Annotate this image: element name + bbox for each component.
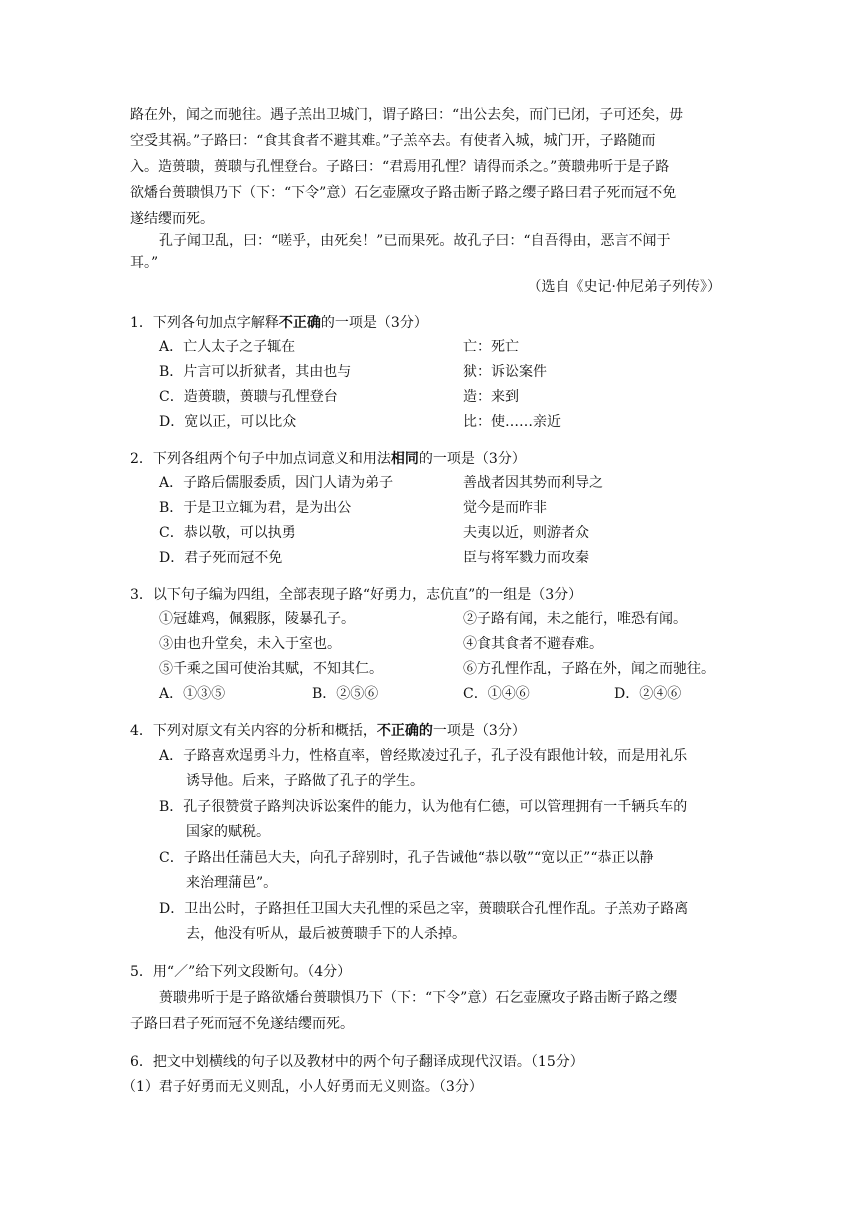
passage-line: 入。造蒉聩，蒉聩与孔悝登台。子路曰：“君焉用孔悝？请得而杀之。”蒉聩弗听于是子路 xyxy=(130,159,670,175)
option-d: D．宽以正，可以比众 xyxy=(159,414,297,430)
statement: ③由也升堂矣，未入于室也。 xyxy=(159,636,341,652)
option-c: C．子路出任蒲邑大夫，向孔子辞别时，孔子告诫他“恭以敬”“宽以正”“恭正以静 xyxy=(159,850,654,866)
question-6-stem: 6．把文中划横线的句子以及教材中的两个句子翻译成现代汉语。（15分） xyxy=(130,1054,584,1070)
choice-a: A．①③⑤ xyxy=(159,686,226,702)
stem-text: 2．下列各组两个句子中加点词意义和用法 xyxy=(130,451,391,467)
option-a-pair: 善战者因其势而利导之 xyxy=(463,475,603,491)
option-b-gloss: 狱：诉讼案件 xyxy=(463,364,547,380)
passage-line: 孔子闻卫乱，曰：“嗟乎，由死矣！”已而果死。故孔子曰：“自吾得由，恶言不闻于 xyxy=(159,233,671,249)
option-b-cont: 国家的赋税。 xyxy=(186,824,270,840)
choice-c: C．①④⑥ xyxy=(463,686,530,702)
option-b: B．于是卫立辄为君，是为出公 xyxy=(159,500,352,516)
statement: ②子路有闻，未之能行，唯恐有闻。 xyxy=(463,611,687,627)
option-a: A．子路后儒服委质，因门人请为弟子 xyxy=(159,475,394,491)
stem-text: 的一项是（3分） xyxy=(418,451,526,467)
option-a: A．子路喜欢逞勇斗力，性格直率，曾经欺凌过孔子，孔子没有跟他计较，而是用礼乐 xyxy=(159,748,688,764)
stem-emphasis: 相同 xyxy=(390,451,419,467)
option-c: C．造蒉聩，蒉聩与孔悝登台 xyxy=(159,389,338,405)
stem-emphasis: 不正确 xyxy=(278,315,321,331)
option-b-pair: 觉今是而昨非 xyxy=(463,500,547,516)
question-3-stem: 3．以下句子编为四组，全部表现子路“好勇力，志伉直”的一组是（3分） xyxy=(130,587,583,603)
question-5-stem: 5．用“／”给下列文段断句。（4分） xyxy=(130,964,352,980)
option-d-pair: 臣与将军戮力而攻秦 xyxy=(463,550,589,566)
passage-line: 欲燔台蒉聩惧乃下（下：“下令”意）石乞壶黡攻子路击断子路之缨子路曰君子死而冠不免 xyxy=(130,185,677,201)
option-b: B．孔子很赞赏子路判决诉讼案件的能力，认为他有仁德，可以管理拥有一千辆兵车的 xyxy=(159,799,688,815)
stem-text: 1．下列各句加点字解释 xyxy=(130,315,279,331)
stem-text: 一项是（3分） xyxy=(432,723,526,739)
question-4-stem xyxy=(130,721,526,741)
option-c: C．恭以敬，可以执勇 xyxy=(159,525,296,541)
passage-source: （选自《史记·仲尼弟子列传》） xyxy=(527,279,721,295)
passage-line: 空受其祸。”子路曰：“食其食者不避其难。”子羔卒去。有使者入城，城门开，子路随而 xyxy=(130,133,656,149)
option-d-gloss: 比：使……亲近 xyxy=(463,414,561,430)
option-d: D．君子死而冠不免 xyxy=(159,550,283,566)
question-5-text: 蒉聩弗听于是子路欲燔台蒉聩惧乃下（下：“下令”意）石乞壶黡攻子路击断子路之缨 xyxy=(159,990,678,1006)
stem-emphasis: 不正确的 xyxy=(376,723,433,739)
option-c-gloss: 造：来到 xyxy=(463,389,519,405)
stem-text: 的一项是（3分） xyxy=(320,315,428,331)
statement: ⑤千乘之国可使治其赋，不知其仁。 xyxy=(159,661,383,677)
option-d: D．卫出公时，子路担任卫国大夫孔悝的采邑之宰，蒉聩联合孔悝作乱。子羔劝子路离 xyxy=(159,901,689,917)
option-a-gloss: 亡：死亡 xyxy=(463,339,519,355)
statement: ①冠雄鸡，佩豭豚，陵暴孔子。 xyxy=(159,611,355,627)
statement: ④食其食者不避春难。 xyxy=(463,636,603,652)
option-d-cont: 去，他没有听从，最后被蒉聩手下的人杀掉。 xyxy=(186,926,466,942)
question-5-text: 子路曰君子死而冠不免遂结缨而死。 xyxy=(130,1016,354,1032)
question-2-stem xyxy=(130,449,526,469)
option-a-cont: 诱导他。后来，子路做了孔子的学生。 xyxy=(186,773,424,789)
passage-line: 耳。” xyxy=(130,255,159,271)
choice-d: D．②④⑥ xyxy=(614,686,682,702)
stem-text: 4．下列对原文有关内容的分析和概括， xyxy=(130,723,377,739)
passage-line: 遂结缨而死。 xyxy=(130,211,214,227)
choice-b: B．②⑤⑥ xyxy=(312,686,379,702)
question-6-sub-1: （1）君子好勇而无义则乱，小人好勇而无义则盗。（3分） xyxy=(122,1079,483,1095)
question-1-stem xyxy=(130,313,428,333)
option-c-cont: 来治理蒲邑”。 xyxy=(186,875,278,891)
passage-line: 路在外，闻之而驰往。遇子羔出卫城门，谓子路曰：“出公去矣，而门已闭，子可还矣，毋 xyxy=(130,107,684,123)
statement: ⑥方孔悝作乱，子路在外，闻之而驰往。 xyxy=(463,661,715,677)
option-c-pair: 夫夷以近，则游者众 xyxy=(463,525,589,541)
option-b: B．片言可以折狱者，其由也与 xyxy=(159,364,352,380)
option-a: A．亡人太子之子辄在 xyxy=(159,339,296,355)
